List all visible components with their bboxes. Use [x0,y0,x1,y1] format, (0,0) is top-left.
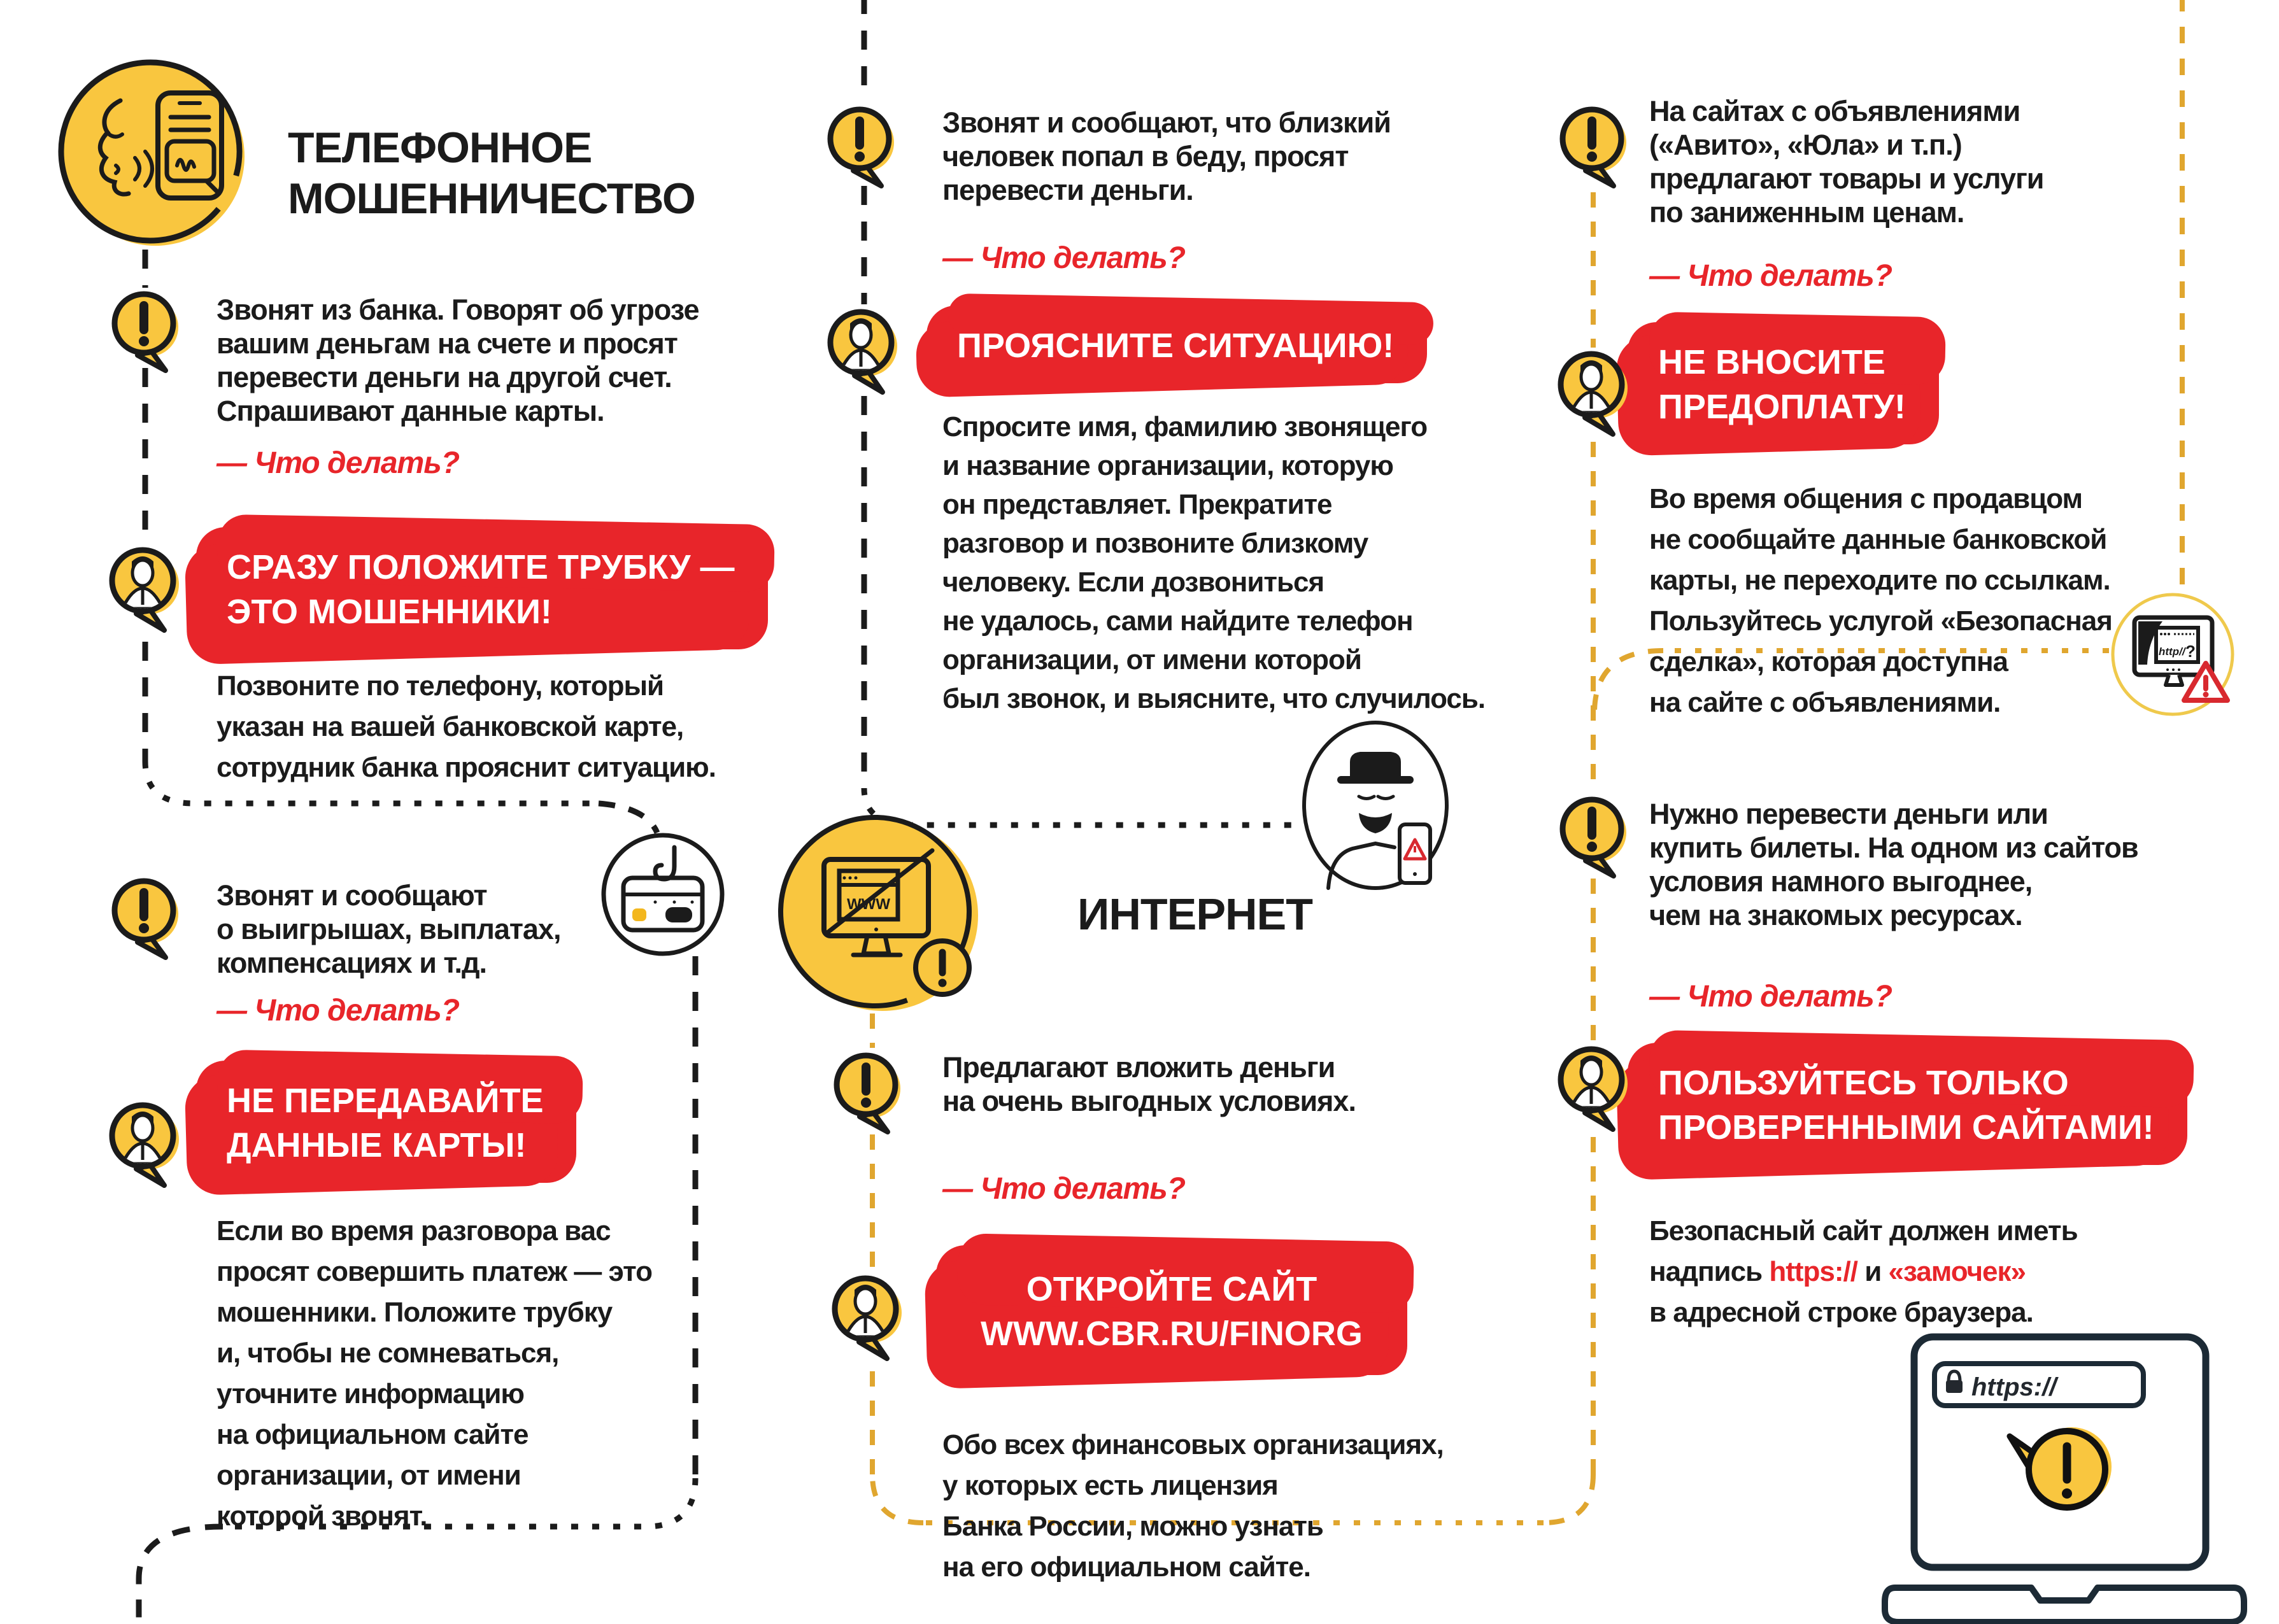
text-line: о выигрышах, выплатах, [217,913,561,945]
text-line: карты, не переходите по ссылкам. [1649,565,2110,596]
fraud-scheme-text [1649,797,2138,932]
text-line: просят совершить платеж — это [217,1256,653,1287]
text-line: в адресной строке браузера. [1649,1297,2033,1328]
secure-laptop-icon [1875,1328,2257,1624]
advisor-bubble-icon [1552,1041,1635,1138]
text-line: перевести деньги на другой счет. [217,361,672,393]
text-line: Звонят и сообщают [217,879,487,912]
what-to-do-label: — Что делать? [217,994,460,1027]
advice-text [217,666,716,788]
slogan-banner [196,1061,576,1183]
text-line: перевести деньги. [942,174,1193,206]
text-line: на очень выгодных условиях. [942,1085,1356,1117]
advice-text [942,407,1485,718]
text-line: На сайтах с объявлениями [1649,95,2020,127]
what-to-do-label: — Что делать? [1649,259,1892,293]
advice-text [1649,1211,2078,1333]
alert-bubble-icon [106,873,185,963]
banner-line: ПРОВЕРЕННЫМИ САЙТАМИ! [1658,1108,2154,1147]
text-line: купить билеты. На одном из сайтов [1649,831,2138,864]
text-line: разговор и позвоните близкому [942,528,1368,559]
fraud-scheme-text [942,1050,1356,1118]
banner-line: WWW.CBR.RU/FINORG [981,1315,1363,1353]
text-line: условия намного выгоднее, [1649,865,2033,898]
alert-bubble-icon [106,286,185,376]
text-line: вашим деньгам на счете и просят [217,327,678,360]
page-title [288,122,695,224]
alert-bubble-icon [1554,792,1633,881]
text-line: Спрашивают данные карты. [217,395,604,427]
banner-line: ЭТО МОШЕННИКИ! [227,593,552,631]
text-line: Обо всех финансовых организациях, [942,1429,1444,1460]
text-line: на официальном сайте [217,1419,529,1450]
unsafe-site-icon [2110,592,2238,726]
voice-phishing-icon [55,56,246,253]
slogan-banner [1628,322,1939,444]
text-line: он представляет. Прекратите [942,489,1332,520]
advisor-bubble-icon [821,304,904,401]
banner-line: ПРОЯСНИТЕ СИТУАЦИЮ! [957,327,1395,365]
text-line: Банка России, можно узнать [942,1511,1323,1542]
fraud-scheme-text [1649,94,2043,229]
banner-line: ОТКРОЙТЕ САЙТ [1026,1270,1317,1308]
text-line: по заниженным ценам. [1649,196,1964,229]
text-line: не удалось, сами найдите телефон [942,605,1413,637]
text-line: которой звонят. [217,1500,427,1532]
advisor-bubble-icon [1552,346,1635,443]
internet-warning-icon [778,814,988,1017]
text-line [1649,1252,2078,1292]
what-to-do-label: — Что делать? [942,241,1186,275]
text-line: Предлагают вложить деньги [942,1051,1335,1084]
text-line: на его официальном сайте. [942,1551,1311,1583]
http-label: http// [2159,646,2185,658]
text-span: надпись [1649,1256,1770,1287]
text-line: и название организации, которую [942,450,1393,481]
text-line: Звонят и сообщают, что близкий [942,106,1391,139]
slogan-banner [196,527,768,649]
banner-line: НЕ ВНОСИТЕ [1658,343,1885,381]
alert-bubble-icon [828,1048,907,1137]
text-line: Звонят из банка. Говорят об угрозе [217,293,699,326]
text-line: был звонок, и выясните, что случилось. [942,683,1486,714]
what-to-do-label: — Что делать? [1649,980,1892,1013]
text-line: Если во время разговора вас [217,1215,611,1246]
banner-line: НЕ ПЕРЕДАВАЙТЕ [227,1082,544,1120]
scammer-icon [1299,717,1452,893]
slogan-banner [1628,1043,2187,1165]
slogan-banner [936,1245,1407,1375]
text-line: сделка», которая доступна [1649,646,2008,677]
advisor-bubble-icon [103,542,186,639]
title-line: ТЕЛЕФОННОЕ [288,124,592,172]
title-line: МОШЕННИЧЕСТВО [288,174,695,223]
address-bar-text: https:// [1971,1373,2057,1401]
text-line: («Авито», «Юла» и т.п.) [1649,129,1962,161]
advice-text [217,1211,652,1537]
text-line: мошенники. Положите трубку [217,1297,613,1328]
banner-line: ПРЕДОПЛАТУ! [1658,388,1906,426]
text-line: не сообщайте данные банковской [1649,524,2107,555]
advice-text [1649,479,2112,723]
advice-text [942,1425,1444,1588]
text-line: Пользуйтесь услугой «Безопасная [1649,605,2112,637]
slogan-banner [927,306,1427,383]
text-line: Безопасный сайт должен иметь [1649,1215,2078,1246]
text-line: чем на знакомых ресурсах. [1649,899,2022,931]
text-line: организации, от имени [217,1460,521,1491]
text-line: предлагают товары и услуги [1649,162,2044,195]
alert-bubble-icon [1554,102,1633,191]
banner-line: ПОЛЬЗУЙТЕСЬ ТОЛЬКО [1658,1064,2069,1102]
what-to-do-label: — Что делать? [942,1172,1186,1206]
text-line: человеку. Если дозвониться [942,567,1324,598]
what-to-do-label: — Что делать? [217,446,460,480]
banner-line: СРАЗУ ПОЛОЖИТЕ ТРУБКУ — [227,548,735,586]
https-highlight: https:// [1769,1256,1857,1287]
lock-word-highlight: «замочек» [1888,1256,2026,1287]
card-phishing-icon [599,831,727,958]
text-line: Во время общения с продавцом [1649,483,2083,514]
text-line: Позвоните по телефону, который [217,670,664,702]
text-line: указан на вашей банковской карте, [217,711,684,742]
banner-line: ДАННЫЕ КАРТЫ! [227,1126,527,1164]
fraud-scheme-text [217,879,560,980]
text-line: на сайте с объявлениями. [1649,687,2001,718]
text-line: Спросите имя, фамилию звонящего [942,411,1428,442]
text-line: компенсациях и т.д. [217,947,487,979]
alert-bubble-icon [821,102,900,191]
internet-section-title: ИНТЕРНЕТ [1077,889,1313,939]
fraud-scheme-text [942,106,1391,207]
text-line: и, чтобы не сомневаться, [217,1338,559,1369]
text-line: организации, от имени которой [942,644,1361,675]
www-label: WWW [847,896,890,913]
fraud-scheme-text [217,293,699,428]
text-line: Нужно перевести деньги или [1649,798,2048,830]
text-line: уточните информацию [217,1378,525,1409]
advisor-bubble-icon [103,1098,186,1194]
advisor-bubble-icon [826,1271,909,1367]
text-line: сотрудник банка прояснит ситуацию. [217,752,716,783]
text-line: у которых есть лицензия [942,1470,1278,1501]
text-line: человек попал в беду, просят [942,140,1349,173]
question-mark-label: ? [2185,642,2196,661]
text-span: и [1857,1256,1889,1287]
